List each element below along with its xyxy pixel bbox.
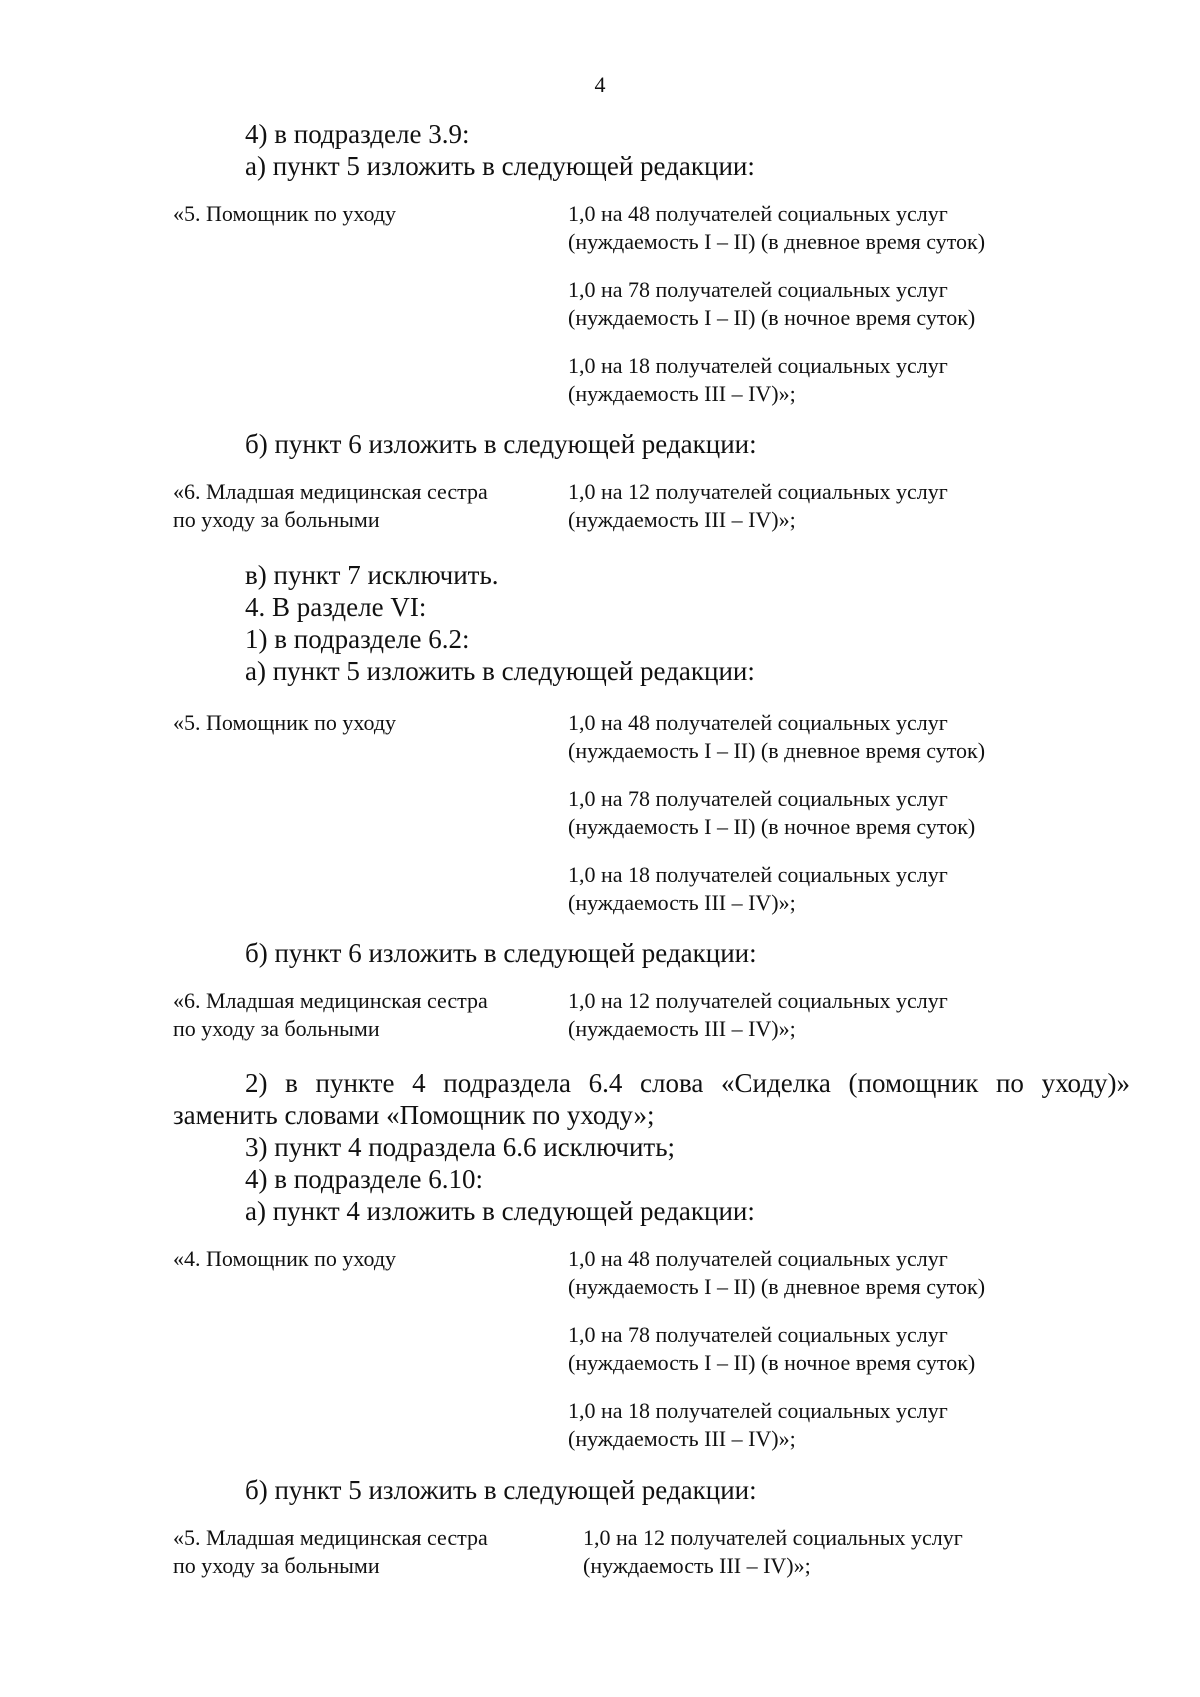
paragraph: б) пункт 6 изложить в следующей редакции: [245,938,757,968]
table-entry-line: (нуждаемость III – IV)»; [568,381,796,406]
table-entry-line: (нуждаемость I – II) (в ночное время суток) [568,305,976,330]
table-label [173,1245,396,1273]
table-entry-line: 1,0 на 18 получателей социальных услуг [568,1398,948,1423]
table-entry-line: 1,0 на 78 получателей социальных услуг [568,277,948,302]
table-entry-line: (нуждаемость III – IV)»; [568,507,796,532]
table-entry-line: (нуждаемость III – IV)»; [568,1016,796,1041]
table-entry-line: 1,0 на 78 получателей социальных услуг [568,786,948,811]
paragraph: б) пункт 6 изложить в следующей редакции: [245,429,757,459]
table-label-line: по уходу за больными [173,1553,380,1578]
table-entry-line: (нуждаемость I – II) (в дневное время суток) [568,738,986,763]
table-label [173,200,396,228]
paragraph: 3) пункт 4 подраздела 6.6 исключить; [245,1132,676,1162]
table-entry [568,1397,948,1453]
table-label-line: «4. Помощник по уходу [173,1246,397,1271]
paragraph: 4) в подразделе 6.10: [245,1164,483,1194]
table-label-line: «5. Младшая медицинская сестра [173,1525,488,1550]
paragraph [173,1067,1130,1131]
paragraph: 1) в подразделе 6.2: [245,624,470,654]
table-entry [568,276,975,332]
table-entry-line: (нуждаемость I – II) (в дневное время суток) [568,229,986,254]
table-entry [568,987,948,1043]
paragraph: 4) в подразделе 3.9: [245,119,470,149]
table-entry [568,861,948,917]
table-label-line: по уходу за больными [173,1016,380,1041]
table-label-line: «6. Младшая медицинская сестра [173,479,488,504]
table-entry-line: 1,0 на 78 получателей социальных услуг [568,1322,948,1347]
table-entry-line: (нуждаемость I – II) (в дневное время суток) [568,1274,986,1299]
paragraph: а) пункт 5 изложить в следующей редакции: [245,656,755,686]
table-entry-line: 1,0 на 48 получателей социальных услуг [568,201,948,226]
paragraph: в) пункт 7 исключить. [245,560,499,590]
table-entry-line: (нуждаемость III – IV)»; [583,1553,811,1578]
table-label-line: по уходу за больными [173,507,380,532]
paragraph: 4. В разделе VI: [245,592,427,622]
table-entry [568,478,948,534]
paragraph: б) пункт 5 изложить в следующей редакции: [245,1475,757,1505]
table-entry [568,709,985,765]
table-label-line: «6. Младшая медицинская сестра [173,988,488,1013]
table-entry-line: (нуждаемость I – II) (в ночное время суток) [568,814,976,839]
table-entry [568,200,985,256]
table-label-line: «5. Помощник по уходу [173,710,397,735]
page-number: 4 [594,72,606,97]
table-entry-line: (нуждаемость III – IV)»; [568,890,796,915]
table-entry [568,1245,985,1301]
table-entry-line: 1,0 на 48 получателей социальных услуг [568,1246,948,1271]
paragraph-line: заменить словами «Помощник по уходу»; [173,1100,655,1130]
table-label [173,987,488,1043]
table-entry-line: 1,0 на 12 получателей социальных услуг [568,988,948,1013]
table-entry-line: 1,0 на 12 получателей социальных услуг [568,479,948,504]
table-entry-line: 1,0 на 18 получателей социальных услуг [568,862,948,887]
table-entry [568,785,975,841]
table-entry-line: 1,0 на 18 получателей социальных услуг [568,353,948,378]
table-label-line: «5. Помощник по уходу [173,201,397,226]
table-entry-line: 1,0 на 12 получателей социальных услуг [583,1525,963,1550]
table-entry [568,352,948,408]
table-entry-line: (нуждаемость I – II) (в ночное время суток) [568,1350,976,1375]
paragraph: а) пункт 5 изложить в следующей редакции: [245,151,755,181]
paragraph: а) пункт 4 изложить в следующей редакции: [245,1196,755,1226]
table-entry [583,1524,963,1580]
table-label [173,1524,488,1580]
table-label [173,709,396,737]
table-entry-line: (нуждаемость III – IV)»; [568,1426,796,1451]
table-entry [568,1321,975,1377]
table-label [173,478,488,534]
table-entry-line: 1,0 на 48 получателей социальных услуг [568,710,948,735]
paragraph-line: 2) в пункте 4 подраздела 6.4 слова «Сиделка (помощник по уходу)» [245,1068,1130,1098]
